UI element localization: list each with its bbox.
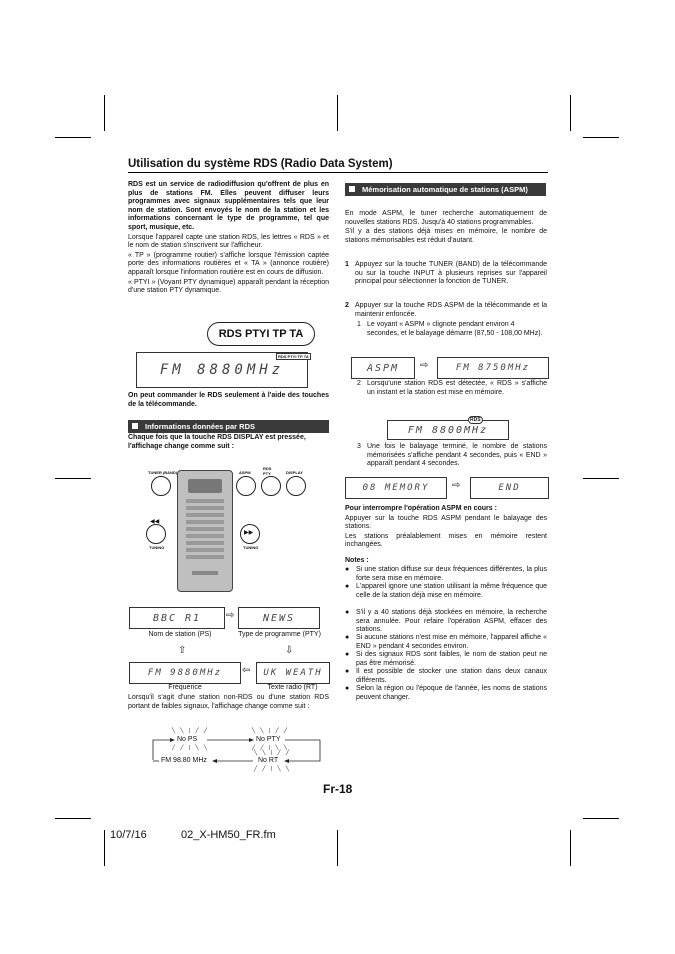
label-tuning-down: TUNING bbox=[149, 545, 165, 550]
arrow-right-icon: ⇨ bbox=[226, 610, 235, 621]
remote-note: On peut commander le RDS seulement à l'aide des touches de la télécommande. bbox=[128, 392, 329, 408]
lcd-radio-text: UK WEATH bbox=[256, 662, 330, 684]
lcd-memory: 08 MEMORY bbox=[345, 477, 447, 499]
non-rds-text: Lorsqu'il s'agit d'une station non-RDS ou d'une station RDS portant de faibles signaux, l'affichage change comme suit : bbox=[128, 694, 329, 710]
caption-program-type: Type de programme (PTY) bbox=[238, 631, 321, 638]
bullet-icon: ● bbox=[345, 583, 350, 590]
aspm-button-callout bbox=[236, 476, 256, 496]
crop-mark bbox=[55, 818, 91, 819]
blink-rays-icon: ╲ ╲ | ╱ ╱ bbox=[172, 728, 209, 734]
intro-p2: « TP » (programme routier) s'affiche lorsque l'émission captée porte des informations routières et « TA » (annonce routière) apparaît lorsque l'information routière est en cours de diffusion. bbox=[128, 251, 329, 276]
section-square-icon bbox=[132, 423, 138, 429]
sub-2-number: 2 bbox=[357, 380, 361, 387]
tuning-down-icon: ◀◀ bbox=[150, 519, 160, 525]
lcd-indicator-tag: RDS PTYI TP TA bbox=[278, 354, 309, 359]
crop-mark bbox=[337, 830, 338, 866]
aspm-p2: S'il y a des stations déjà mises en mémoire, le nombre de stations mémorisables est réduit d'autant. bbox=[345, 228, 547, 244]
caption-station-name: Nom de station (PS) bbox=[148, 631, 212, 638]
caption-radio-text: Texte radio (RT) bbox=[267, 684, 318, 691]
flow-no-pty: No PTY bbox=[256, 736, 281, 743]
sub-2-text: Lorsqu'une station RDS est détectée, « RDS » s'affiche un instant et la station est mise en mémoire. bbox=[367, 380, 547, 396]
label-tuning-up: TUNING bbox=[243, 545, 259, 550]
sub-3-text: Une fois le balayage terminé, le nombre de stations mémorisées s'affiche pendant 4 secondes, puis « END » apparaît pendant 4 secondes. bbox=[367, 443, 547, 468]
section-title-rds-info: Informations données par RDS bbox=[145, 422, 256, 431]
sub-3-number: 3 bbox=[357, 443, 361, 450]
arrow-right-icon: ⇨ bbox=[452, 480, 461, 491]
bullet-icon: ● bbox=[345, 685, 350, 692]
step-2-text: Appuyer sur la touche RDS ASPM de la télécommande et la maintenir enfoncée. bbox=[355, 302, 547, 318]
note-item: Si aucune stations n'est mise en mémoire, l'appareil affiche « END » pendant 4 secondes environ. bbox=[356, 634, 547, 650]
bullet-icon: ● bbox=[345, 609, 350, 616]
arrow-down-icon: ⇩ bbox=[285, 645, 294, 656]
lcd-main-display: FM 8880MHz bbox=[136, 352, 308, 388]
crop-mark bbox=[570, 95, 571, 131]
page-title: Utilisation du système RDS (Radio Data System) bbox=[128, 158, 393, 170]
intro-p1: Lorsque l'appareil capte une station RDS, les lettres « RDS » et le nom de station s'inscrivent sur l'afficheur. bbox=[128, 233, 329, 250]
blink-rays-icon: ╱ ╱ | ╲ ╲ bbox=[172, 745, 209, 751]
arrow-up-icon: ⇧ bbox=[178, 645, 187, 656]
lcd-frequency: FM 9880MHz bbox=[129, 662, 241, 684]
crop-mark bbox=[583, 818, 619, 819]
aspm-p1: En mode ASPM, le tuner recherche automatiquement de nouvelles stations RDS. Jusqu'à 40 stations programmables. bbox=[345, 210, 547, 226]
lcd-station-name: BBC R1 bbox=[129, 607, 225, 629]
flow-no-rt: No RT bbox=[258, 757, 279, 764]
intro-p3: « PTYI » (Voyant PTY dynamique) apparaît pendant la réception d'une station PTY dynamique. bbox=[128, 278, 329, 295]
lcd-program-type: NEWS bbox=[238, 607, 320, 629]
crop-mark bbox=[104, 95, 105, 131]
notes-title: Notes : bbox=[345, 557, 369, 564]
footer-file: 02_X-HM50_FR.fm bbox=[181, 829, 276, 841]
tuning-up-icon: ▶▶ bbox=[244, 530, 254, 536]
blink-rays-icon: ╲ ╲ | ╱ ╱ bbox=[254, 750, 291, 756]
section-intro: Chaque fois que la touche RDS DISPLAY est pressée, l'affichage change comme suit : bbox=[128, 434, 306, 450]
remote-control-illustration bbox=[177, 470, 233, 592]
flow-fm: FM 98.80 MHz bbox=[161, 757, 207, 764]
crop-mark bbox=[55, 137, 91, 138]
crop-mark bbox=[337, 95, 338, 131]
label-tuner-band: TUNER (BAND) bbox=[148, 470, 178, 475]
step-1-number: 1 bbox=[345, 261, 349, 268]
arrow-left-icon: ⇦ bbox=[242, 665, 251, 676]
crop-mark bbox=[570, 830, 571, 866]
label-rds-pty: RDS PTY bbox=[263, 466, 272, 476]
rds-pty-button-callout bbox=[261, 476, 281, 496]
interrupt-text: Appuyer sur la touche RDS ASPM pendant le balayage des stations. bbox=[345, 514, 547, 531]
aspm-intro bbox=[345, 210, 547, 246]
crop-mark bbox=[583, 137, 619, 138]
section-title-aspm: Mémorisation automatique de stations (ASPM) bbox=[362, 185, 528, 194]
indicator-pill: RDS PTYI TP TA bbox=[207, 322, 315, 346]
title-rule bbox=[128, 172, 548, 173]
step-2-number: 2 bbox=[345, 302, 349, 309]
label-display: DISPLAY bbox=[286, 470, 303, 475]
lcd-aspm: ASPM bbox=[351, 357, 415, 379]
section-header-rds-info bbox=[128, 420, 329, 433]
crop-mark bbox=[104, 830, 105, 866]
label-aspm: ASPM bbox=[239, 470, 251, 475]
bullet-icon: ● bbox=[345, 566, 350, 573]
section-square-icon bbox=[349, 186, 355, 192]
bullet-icon: ● bbox=[345, 634, 350, 641]
bullet-icon: ● bbox=[345, 651, 350, 658]
flow-no-ps: No PS bbox=[177, 736, 198, 743]
caption-frequency: Fréquence bbox=[168, 684, 202, 691]
blink-rays-icon: ╲ ╲ | ╱ ╱ bbox=[252, 728, 289, 734]
footer-date: 10/7/16 bbox=[110, 829, 147, 841]
display-button-callout bbox=[286, 476, 306, 496]
intro-bold: RDS est un service de radiodiffusion qu'offrent de plus en plus de stations FM. Elles peuvent diffuser leurs programmes avec signaux supplémentaires tels que leur nom de station. Sont envoyés le nom de la station et les informations concernant le type de programme, tel que sport, musique, etc. bbox=[128, 181, 329, 231]
crop-mark bbox=[583, 478, 619, 479]
step-1-text: Appuyez sur la touche TUNER (BAND) de la télécommande ou sur la touche INPUT à plusieurs reprises sur l'appareil principal pour sélectionner la fonction de TUNER. bbox=[355, 261, 547, 286]
note-item: Il est possible de stocker une station dans deux canaux différents. bbox=[356, 668, 547, 684]
interrupt-block bbox=[345, 505, 547, 551]
lcd-8800: FM 8800MHz bbox=[387, 420, 509, 440]
note-item: Selon la région ou l'époque de l'année, les noms de stations peuvent changer. bbox=[356, 685, 547, 701]
tuner-band-button-callout bbox=[151, 476, 171, 496]
crop-mark bbox=[55, 478, 91, 479]
sub-1-number: 1 bbox=[357, 321, 361, 328]
lcd-end: END bbox=[470, 477, 549, 499]
interrupt-text-2: Les stations préalablement mises en mémoire restent inchangées. bbox=[345, 532, 547, 549]
lcd-8750: FM 8750MHz bbox=[437, 357, 549, 379]
lcd-rds-tag: RDS bbox=[470, 417, 481, 423]
note-item: L'appareil ignore une station utilisant la même fréquence que celle de la station déjà mise en mémoire. bbox=[356, 583, 547, 599]
interrupt-title: Pour interrompre l'opération ASPM en cours : bbox=[345, 505, 497, 512]
blink-rays-icon: ╱ ╱ | ╲ ╲ bbox=[254, 766, 291, 772]
section-header-aspm bbox=[345, 183, 546, 196]
note-item: S'il y a 40 stations déjà stockées en mémoire, la recherche sera annulée. Pour refaire l'opération ASPM, effacer des stations. bbox=[356, 609, 547, 634]
sub-1-text: Le voyant « ASPM » clignote pendant environ 4 secondes, et le balayage démarre (87,50 - 108,00 MHz). bbox=[367, 321, 543, 337]
bullet-icon: ● bbox=[345, 668, 350, 675]
note-item: Si une station diffuse sur deux fréquences différentes, la plus forte sera mise en mémoire. bbox=[356, 566, 547, 582]
note-item: Si des signaux RDS sont faibles, le nom de station peut ne pas être mémorisé. bbox=[356, 651, 547, 667]
page-number: Fr-18 bbox=[323, 782, 353, 796]
arrow-right-icon: ⇨ bbox=[420, 360, 429, 371]
blink-rays-icon: ╱ ╱ | ╲ ╲ bbox=[252, 745, 289, 751]
non-rds-flow-diagram bbox=[145, 730, 330, 772]
tuning-down-button-callout bbox=[146, 524, 166, 544]
left-intro bbox=[128, 181, 329, 297]
